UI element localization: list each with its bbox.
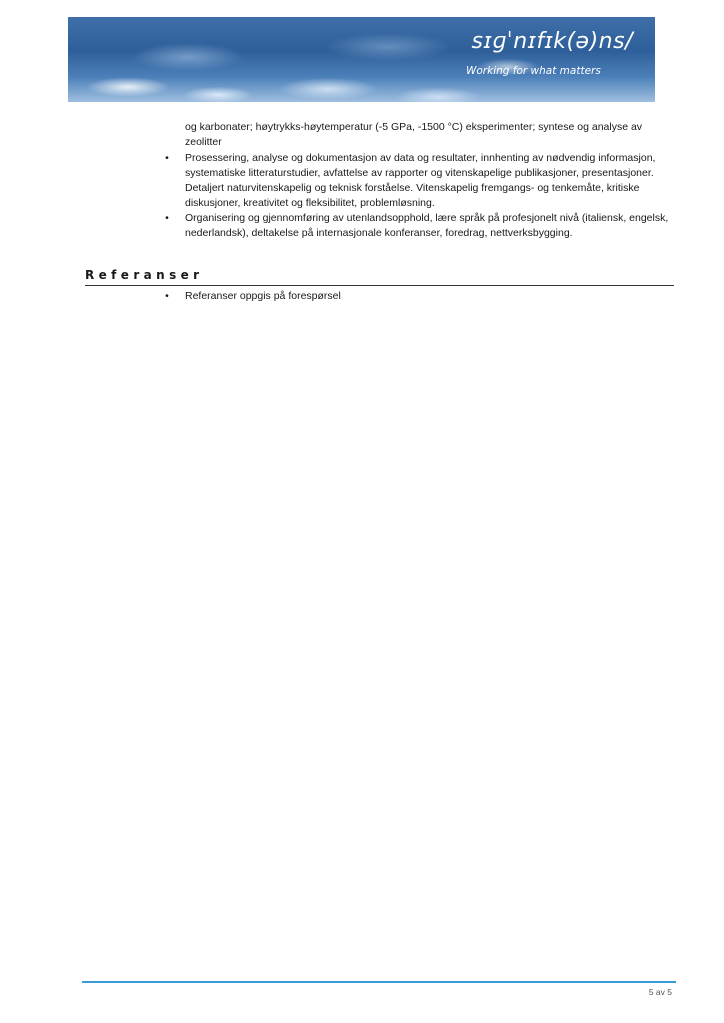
skills-list — [165, 151, 680, 241]
list-item — [165, 289, 680, 304]
section-divider — [85, 285, 674, 286]
footer-divider — [82, 981, 676, 983]
list-item-text: Referanser oppgis på forespørsel — [185, 290, 341, 302]
banner-title: sɪɡˈnɪfɪk(ə)ns/ — [471, 29, 633, 54]
references-list — [165, 289, 680, 304]
list-item — [165, 211, 680, 241]
list-item — [165, 151, 680, 211]
continuation-text: og karbonater; høytrykks-høytemperatur (-5 GPa, -1500 °C) eksperimenter; syntese og analyse av zeolitter — [185, 121, 643, 148]
bullet-icon: • — [165, 152, 169, 164]
section-heading-references: Referanser — [85, 268, 204, 282]
header-banner — [68, 17, 655, 102]
list-item-text: Organisering og gjennomføring av utenlandsopphold, lære språk på profesjonelt nivå (italiensk, engelsk, nederlandsk), deltakelse på internasjonale konferanser, foredrag, nettverksbygging. — [185, 212, 669, 239]
bullet-icon: • — [165, 212, 169, 224]
list-item-text: Prosessering, analyse og dokumentasjon av data og resultater, innhenting av nødvendig informasjon, systematiske litteraturstudier, avfattelse av rapporter og vitenskapelige publikasjoner, presentasjoner. Detaljert naturvitenskapelig og teknisk forståelse. Vitenskapelig fremgangs- og tenkemåte, kritiske diskusjoner, kreativitet og fleksibilitet, problemløsning. — [185, 152, 656, 209]
banner-tagline: Working for what matters — [466, 65, 601, 77]
page-number: 5 av 5 — [648, 987, 672, 997]
bullet-icon: • — [165, 290, 169, 302]
